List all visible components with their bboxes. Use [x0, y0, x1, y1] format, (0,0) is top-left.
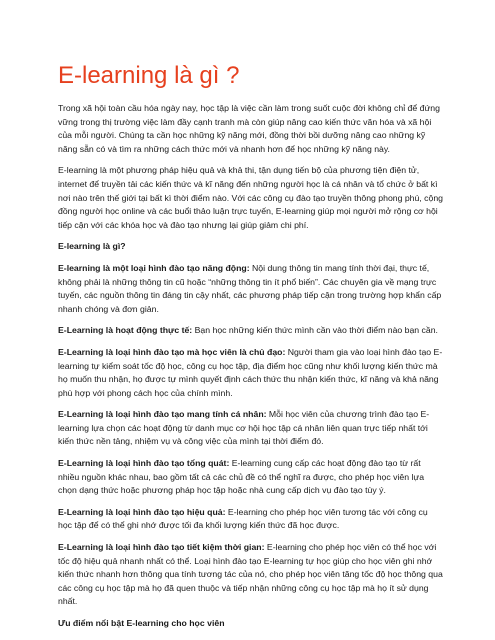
item-text: E-learning cho phép học viên có thể học với tốc độ hiệu quả nhanh nhất có thể. Loại hình đào tạo E-learning tự học giúp cho học viên ghi nhớ kiến thức nhanh hơn thông qua tính tương tác của nó, cho phép học viên tăng tốc độ học thông qua các công cụ học tập mà họ đã quen thuộc và tiếp nhận những công cụ học tập mà họ ít sử dụng nhất.: [58, 542, 443, 607]
item-lead: E-Learning là loại hình đào tạo tiết kiệm thời gian:: [58, 542, 265, 553]
item-paragraph: [58, 408, 443, 449]
closing-heading: Ưu điểm nổi bật E-learning cho học viên: [58, 618, 225, 628]
item-paragraph: [58, 324, 443, 338]
item-paragraph: [58, 506, 443, 533]
item-paragraph: [58, 262, 443, 316]
page-title: E-learning là gì ?: [58, 62, 240, 89]
item-text: Nội dung thông tin mang tính thời đại, thực tế, không phải là những thông tin cũ hoặc “những thông tin ít phổ biến”. Các chuyên gia về mạng trực tuyến, các nguồn thông tin đáng tin cậy nhất, các phương pháp tiếp cận trong trường hợp khẩn cấp nhanh chóng và đơn giản.: [58, 262, 442, 314]
item-lead: E-Learning là loại hình đào tạo mà học viên là chủ đạo:: [58, 346, 286, 357]
item-lead: E-Learning là loại hình đào tạo mang tính cá nhân:: [58, 409, 267, 420]
item-paragraph: [58, 457, 443, 498]
item-paragraph: [58, 346, 443, 400]
intro-paragraph-2: E-learning là một phương pháp hiệu quả và khả thi, tận dụng tiến bộ của phương tiện điện tử, internet để truyền tải các kiến thức và kĩ năng đến những người học là cá nhân và tổ chức ở bất kì nơi nào trên thế giới tại bất kì thời điểm nào. Với các công cụ đào tạo truyền thông phong phú, cộng đồng người học online và các buổi thảo luận trực tuyến, E-learning giúp mọi người mở rộng cơ hội tiếp cận với các khóa học và đào tạo nhưng lại giúp giảm chi phí.: [58, 165, 444, 230]
item-paragraph: [58, 541, 443, 609]
item-text: E-learning cung cấp các hoạt động đào tạo từ rất nhiều nguồn khác nhau, bao gồm tất cả các chủ đề có thể nghĩ ra được, cho phép học viên lựa chọn dạng thức hoặc phương pháp học tập hoặc nhà cung cấp dịch vụ đào tạo tùy ý.: [58, 458, 425, 496]
intro-paragraph-1: Trong xã hội toàn cầu hóa ngày nay, học tập là việc cần làm trong suốt cuộc đời không chỉ để đứng vững trong thị trường việc làm đầy cạnh tranh mà còn giúp nâng cao kiến thức văn hóa và xã hội của mỗi người. Chúng ta cần học những kỹ năng mới, đồng thời bồi dưỡng nâng cao những kỹ năng sẵn có và tìm ra những cách thức mới và nhanh hơn để học những kỹ năng này.: [58, 103, 440, 154]
item-lead: E-Learning là hoạt động thực tế:: [58, 325, 193, 336]
item-lead: E-learning là một loại hình đào tạo năng động:: [58, 262, 250, 273]
item-text: Người tham gia vào loại hình đào tạo E-learning tự kiểm soát tốc độ học, công cụ học tập, địa điểm học cũng như khối lượng kiến thức mà họ muốn thu nhận, họ được tự mình quyết định cách thức thu nhận kiến thức, kĩ năng và khả năng phù hợp với phong cách học của chính mình.: [58, 346, 443, 398]
item-text: Mỗi học viên của chương trình đào tạo E-learning lựa chọn các hoạt động từ danh mục cơ hội học tập cá nhân liên quan trực tiếp nhất tới kiến thức nền tảng, nhiệm vụ và công việc của mình tại thời điểm đó.: [58, 409, 430, 447]
item-lead: E-Learning là loại hình đào tạo hiệu quả:: [58, 506, 226, 517]
item-text: Bạn học những kiến thức mình cần vào thời điểm nào bạn cần.: [192, 325, 438, 336]
item-text: E-learning cho phép học viên tương tác với công cụ học tập để có thể ghi nhớ được tối đa khối lượng kiến thức đã học được.: [58, 506, 428, 531]
item-lead: E-Learning là loại hình đào tạo tổng quát:: [58, 458, 230, 469]
section-heading: E-learning là gì?: [58, 241, 126, 252]
